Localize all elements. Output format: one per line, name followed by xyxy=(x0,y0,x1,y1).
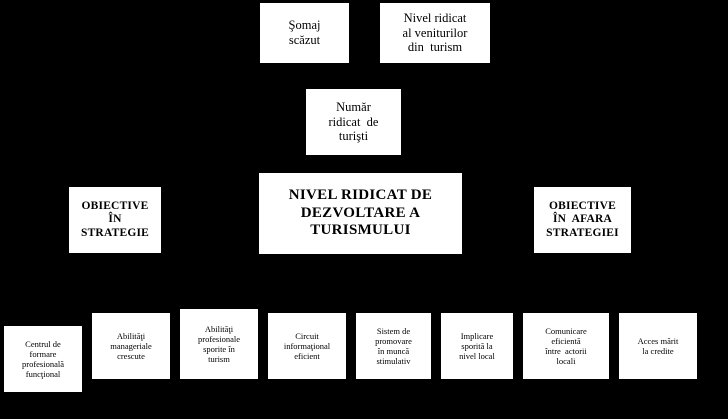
node-line: din turism xyxy=(407,40,463,55)
node-line: crescute xyxy=(117,351,145,361)
node-line: nivel local xyxy=(459,351,495,361)
node-line: OBIECTIVE xyxy=(549,199,616,212)
node-nivel-ridicat-dezvoltare-turismului xyxy=(258,172,463,255)
node-line: STRATEGIE xyxy=(80,226,150,239)
node-line: turism xyxy=(208,354,230,365)
node-centrul-de-formare-profesionala-functional xyxy=(3,325,83,393)
node-somaj-scazut xyxy=(259,2,350,64)
node-line: profesională xyxy=(21,359,64,369)
node-numar-ridicat-turisti xyxy=(305,88,402,156)
node-line: eficientă xyxy=(551,335,581,346)
node-line: scăzut xyxy=(288,33,321,47)
node-line: formare xyxy=(29,348,57,359)
node-line: locali xyxy=(556,356,576,367)
node-line: Implicare xyxy=(460,330,494,341)
node-line: ÎN AFARA xyxy=(552,213,613,226)
node-line: funcţional xyxy=(25,369,61,380)
node-line: între actorii xyxy=(545,346,587,356)
node-line: manageriale xyxy=(110,340,152,351)
node-comunicare-eficienta-intre-actorii-locali xyxy=(522,312,610,380)
node-line: promovare xyxy=(375,335,412,346)
node-line: TURISMULUI xyxy=(310,222,411,239)
node-line: Sistem de xyxy=(376,325,411,336)
node-line: ÎN xyxy=(108,213,122,226)
node-implicare-sporita-la-nivel-local xyxy=(440,312,514,380)
node-circuit-informational-eficient xyxy=(267,312,347,380)
node-line: la credite xyxy=(642,346,674,356)
node-line: Circuit xyxy=(295,330,319,341)
node-acces-marit-la-credite xyxy=(618,312,698,380)
node-line: în muncă xyxy=(377,346,410,356)
node-obiective-in-strategie xyxy=(68,186,162,254)
node-line: STRATEGIEI xyxy=(546,226,619,239)
node-sistem-de-promovare-in-munca-stimulativ xyxy=(355,312,432,380)
node-line: stimulativ xyxy=(376,356,411,367)
node-line: informaţional xyxy=(283,340,331,351)
node-line: NIVEL RIDICAT DE xyxy=(288,186,433,203)
node-line: Centrul de xyxy=(25,338,61,349)
node-line: sporite în xyxy=(203,344,235,354)
node-line: sporită la xyxy=(461,340,493,351)
node-line: Comunicare xyxy=(545,325,587,336)
node-line: profesionale xyxy=(197,333,240,344)
node-line: ridicat de xyxy=(328,114,379,129)
node-line: al veniturilor xyxy=(402,25,468,40)
node-line: turişti xyxy=(338,129,369,144)
node-line: eficient xyxy=(294,351,320,361)
node-line: Acces mărit xyxy=(637,335,679,346)
node-line: Şomaj xyxy=(288,18,321,33)
node-obiective-in-afara-strategiei xyxy=(533,186,632,254)
node-line: Abilităţi xyxy=(116,330,146,341)
node-abilitati-manageriale-crescute xyxy=(91,312,171,380)
node-line: OBIECTIVE xyxy=(81,199,149,212)
node-line: Abilităţi xyxy=(204,323,234,334)
node-line: DEZVOLTARE A xyxy=(300,204,421,221)
node-nivel-ridicat-venituri-turism xyxy=(379,2,491,64)
node-abilitati-profesionale-sporite-in-turism xyxy=(179,308,259,380)
node-line: Număr xyxy=(336,99,371,114)
node-line: Nivel ridicat xyxy=(403,10,467,25)
